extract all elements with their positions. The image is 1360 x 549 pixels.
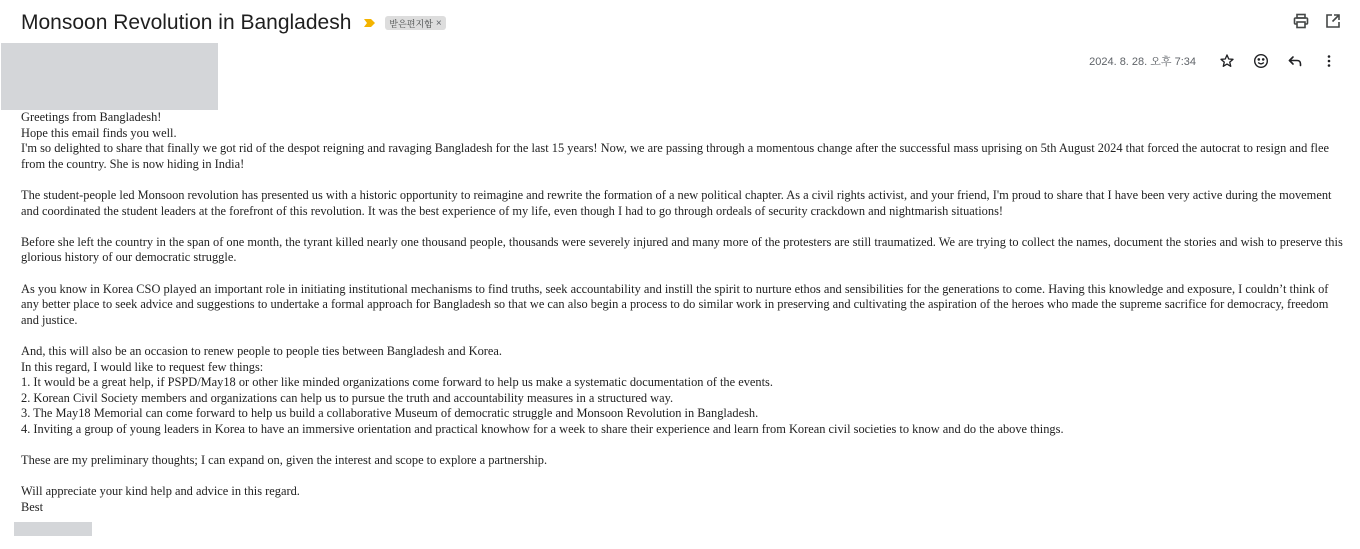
open-in-new-window-icon[interactable] [1324, 12, 1342, 30]
body-paragraph-3: Before she left the country in the span of one month, the tyrant killed nearly one thousand people, thousands were severely injured and many more of the protesters are still traumatized. We are trying to collect the names, document the stories and wish to preserve this glorious history of our democratic struggle. [21, 234, 1343, 265]
label-remove-button[interactable]: × [435, 17, 442, 29]
redacted-signature [14, 522, 92, 536]
body-paragraph-5-line-1: And, this will also be an occasion to renew people to people ties between Bangladesh and Korea. [21, 343, 503, 358]
body-paragraph-2: The student-people led Monsoon revolution has presented us with a historic opportunity to reimagine and rewrite the formation of a new political chapter. As a civil rights activist, and your friend, I'm proud to share that I have been very active during the movement and coordinated the student leaders at the forefront of this revolution. It was the best experience of my life, even though I had to go through ordeals of security crackdown and nightmarish situations! [21, 187, 1332, 218]
email-body [21, 110, 1346, 515]
star-icon[interactable] [1218, 52, 1236, 70]
body-signoff: Best [21, 499, 44, 514]
request-item: 2. Korean Civil Society members and organizations can help us to pursue the truth and accountability measures in a structured way. [21, 390, 674, 405]
email-header [21, 8, 446, 38]
body-hope: Hope this email finds you well. [21, 125, 177, 140]
thread-actions [1292, 12, 1342, 30]
request-item: 4. Inviting a group of young leaders in Korea to have an immersive orientation and practical knowhow for a week to share their experience and learn from Korean civil societies to know and do the above things. [21, 421, 1064, 436]
body-paragraph-1: I'm so delighted to share that finally we got rid of the despot reigning and ravaging Bangladesh for the last 15 years! Now, we are passing through a momentous change after the successful mass uprising on 5th August 2024 that forced the autocrat to resign and flee from the country. She is now hiding in India! [21, 141, 1329, 171]
body-greeting: Greetings from Bangladesh! [21, 110, 162, 124]
print-icon[interactable] [1292, 12, 1310, 30]
more-vert-icon[interactable] [1320, 52, 1338, 70]
message-timestamp: 2024. 8. 28. 오후 7:34 [1089, 56, 1196, 68]
label-chip-text: 받은편지함 [389, 18, 433, 29]
emoji-reaction-icon[interactable] [1252, 52, 1270, 70]
request-item: 3. The May18 Memorial can come forward to help us build a collaborative Museum of democratic struggle and Monsoon Revolution in Bangladesh. [21, 406, 759, 421]
request-item: 1. It would be a great help, if PSPD/May18 or other like minded organizations come forward to help us make a systematic documentation of the events. [21, 375, 773, 390]
body-paragraph-4: As you know in Korea CSO played an important role in initiating institutional mechanisms to find truths, seek accountability and instill the spirit to nurture ethos and sensibilities for the generations to come. Having this knowledge and exposure, I couldn’t think of any better place to seek advice and suggestions to undertake a formal approach for Bangladesh so that we can also begin a process to do similar work in preserving and cultivating the aspiration of the heroes who made the supreme sacrifice for democracy, freedom and justice. [21, 281, 1329, 327]
message-meta [1089, 52, 1346, 70]
reply-icon[interactable] [1286, 52, 1304, 70]
redacted-sender-info [1, 43, 218, 110]
body-closing: Will appreciate your kind help and advice in this regard. [21, 484, 300, 499]
body-paragraph-5-line-2: In this regard, I would like to request few things: [21, 359, 264, 374]
email-subject: Monsoon Revolution in Bangladesh [21, 11, 352, 34]
importance-marker-icon[interactable] [363, 18, 376, 28]
label-chip-inbox[interactable] [385, 16, 445, 30]
body-paragraph-6: These are my preliminary thoughts; I can expand on, given the interest and scope to explore a partnership. [21, 453, 548, 468]
